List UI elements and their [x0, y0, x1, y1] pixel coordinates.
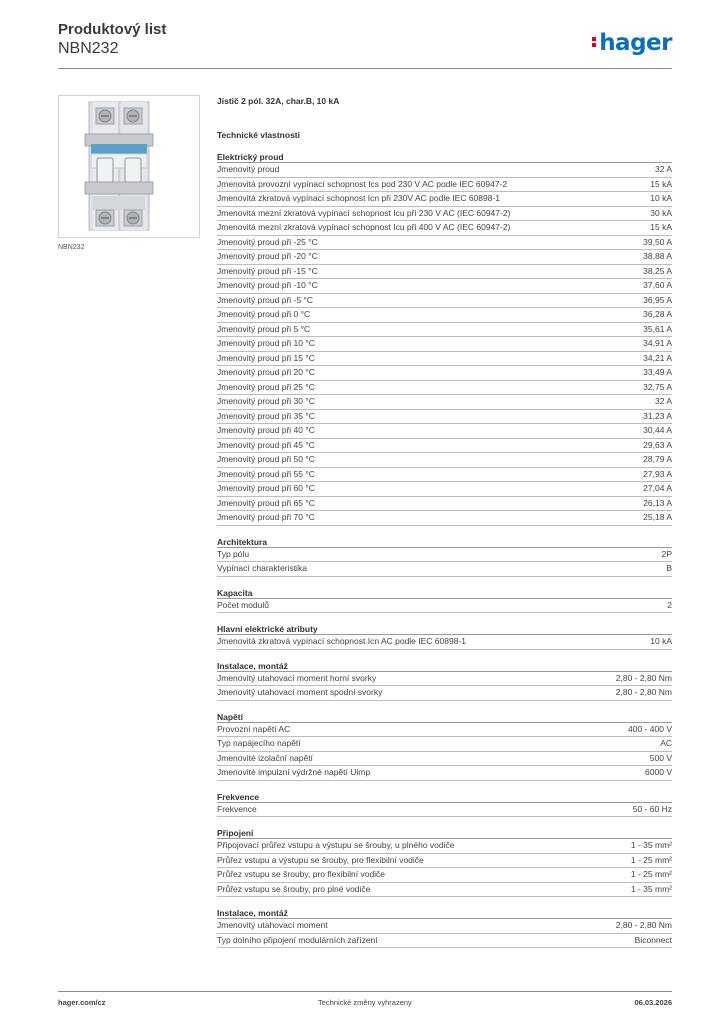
spec-label: Jmenovitý proud při 55 °C [217, 468, 315, 479]
spec-value: 25,18 A [643, 512, 672, 522]
spec-label: Jmenovitý proud při 5 °C [217, 323, 311, 334]
spec-label: Jmenovitý proud při 25 °C [217, 381, 315, 392]
spec-label: Jmenovitý proud při -25 °C [217, 236, 318, 247]
section-title: Napětí [217, 711, 672, 723]
header-divider [58, 68, 672, 69]
section-title: Frekvence [217, 791, 672, 803]
spec-row [217, 294, 672, 309]
spec-row [217, 482, 672, 497]
product-image [58, 95, 200, 238]
spec-value: 15 kA [650, 222, 672, 232]
spec-row [217, 192, 672, 207]
spec-label: Jmenovité izolační napětí [217, 752, 313, 763]
spec-value: 34,91 A [643, 338, 672, 348]
spec-row [217, 207, 672, 222]
spec-value: 10 kA [650, 636, 672, 646]
logo-text: hager [599, 30, 672, 56]
spec-label: Jmenovitý proud při 50 °C [217, 454, 315, 464]
spec-section [217, 827, 672, 897]
spec-value: 35,61 A [643, 323, 672, 334]
spec-label: Průřez vstupu a výstupu se šrouby, pro flexibilní vodiče [217, 854, 424, 865]
spec-row [217, 366, 672, 381]
spec-value: 38,25 A [643, 265, 672, 276]
spec-row [217, 672, 672, 687]
spec-section [217, 711, 672, 781]
section-title: Elektrický proud [217, 151, 672, 163]
spec-label: Jmenovitý proud při 15 °C [217, 352, 315, 363]
section-title: Kapacita [217, 587, 672, 599]
spec-label: Typ pólu [217, 548, 250, 559]
spec-label: Jmenovitý utahovací moment [217, 920, 328, 930]
spec-content [217, 96, 672, 958]
spec-value: 6000 V [645, 767, 672, 777]
spec-row [217, 250, 672, 265]
spec-label: Jmenovitý proud při 65 °C [217, 497, 315, 508]
spec-row [217, 934, 672, 949]
spec-label: Vypínací charakteristika [217, 563, 307, 573]
spec-row [217, 752, 672, 767]
footer-website-link[interactable]: hager.com/cz [58, 998, 106, 1007]
spec-section [217, 587, 672, 614]
spec-row [217, 352, 672, 367]
spec-value: 2 [667, 599, 672, 610]
spec-label: Jmenovitá mezní zkratová vypínací schopnost Icu při 230 V AC (IEC 60947-2) [217, 207, 511, 218]
page-header [58, 20, 672, 70]
spec-label: Počet modulů [217, 599, 269, 610]
section-title: Instalace, montáž [217, 660, 672, 672]
spec-value: 29,63 A [643, 439, 672, 450]
spec-row [217, 723, 672, 738]
spec-row [217, 839, 672, 854]
spec-value: 38,88 A [643, 251, 672, 261]
document-title: Produktový list [58, 21, 167, 38]
spec-row [217, 468, 672, 483]
spec-label: Průřez vstupu se šrouby, pro flexibilní vodiče [217, 869, 386, 879]
footer-date: 06.03.2026 [634, 998, 672, 1007]
spec-row [217, 395, 672, 410]
spec-value: 30 kA [650, 207, 672, 218]
spec-value: 33,49 A [643, 367, 672, 377]
spec-value: 32 A [654, 396, 672, 406]
spec-value: 28,79 A [643, 454, 672, 464]
section-title: Hlavní elektrické atributy [217, 623, 672, 635]
spec-value: 30,44 A [643, 425, 672, 435]
logo-mark-icon [592, 35, 598, 49]
spec-value: 1 - 35 mm² [630, 883, 672, 894]
spec-row [217, 323, 672, 338]
spec-label: Průřez vstupu se šrouby, pro plné vodiče [217, 883, 371, 894]
technical-properties-heading: Technické vlastnosti [217, 130, 300, 140]
spec-value: 2P [661, 548, 672, 559]
spec-value: 36,28 A [643, 309, 672, 319]
spec-label: Jmenovitý proud při 20 °C [217, 367, 315, 377]
spec-label: Jmenovitý proud při 60 °C [217, 483, 315, 493]
spec-label: Jmenovitý utahovací moment spodní svorky [217, 687, 383, 697]
spec-label: Jmenovitá provozní vypínací schopnost Ics pod 230 V AC podle IEC 60947-2 [217, 178, 508, 189]
spec-label: Jmenovitý utahovací moment horní svorky [217, 672, 377, 683]
spec-label: Jmenovitý proud při 10 °C [217, 338, 315, 348]
spec-value: 27,93 A [643, 468, 672, 479]
spec-label: Jmenovitý proud při -10 °C [217, 280, 318, 290]
circuit-breaker-icon [59, 96, 199, 237]
spec-value: B [666, 563, 672, 573]
spec-row [217, 766, 672, 781]
spec-value: 15 kA [650, 178, 672, 189]
spec-value: 39,50 A [643, 236, 672, 247]
spec-value: 36,95 A [643, 294, 672, 305]
product-description: Jistič 2 pól. 32A, char.B, 10 kA [217, 96, 340, 106]
spec-row [217, 381, 672, 396]
spec-label: Provozní napětí AC [217, 723, 291, 734]
spec-value: 50 - 60 Hz [632, 803, 672, 814]
spec-value: 400 - 400 V [628, 723, 672, 734]
spec-value: 32 A [654, 164, 672, 174]
spec-value: 1 - 35 mm² [630, 840, 672, 850]
product-image-caption: NBN232 [58, 244, 85, 251]
spec-label: Jmenovitý proud [217, 164, 280, 174]
spec-label: Typ napájecího napětí [217, 738, 301, 748]
spec-label: Jmenovitý proud při 30 °C [217, 396, 315, 406]
spec-value: 2,80 - 2,80 Nm [615, 672, 672, 683]
spec-label: Připojovací průřez vstupu a výstupu se šrouby, u plného vodiče [217, 840, 455, 850]
spec-value: AC [660, 738, 672, 748]
section-title: Instalace, montáž [217, 907, 672, 919]
spec-value: 1 - 25 mm² [630, 869, 672, 879]
spec-label: Jmenovitá zkratová vypínací schopnost Icn při 230V AC podle IEC 60898-1 [217, 193, 501, 203]
spec-value: 500 V [649, 752, 672, 763]
spec-row [217, 883, 672, 898]
spec-value: 2,80 - 2,80 Nm [615, 920, 672, 930]
spec-value: 10 kA [650, 193, 672, 203]
hager-logo[interactable] [592, 30, 672, 56]
spec-row [217, 548, 672, 563]
spec-row [217, 854, 672, 869]
spec-label: Jmenovitá zkratová vypínací schopnost Icn AC podle IEC 60898-1 [217, 636, 466, 646]
spec-label: Jmenovitý proud při -15 °C [217, 265, 318, 276]
spec-value: 37,60 A [643, 280, 672, 290]
spec-label: Typ dolního připojení modulárních zařízení [217, 934, 378, 945]
spec-row [217, 562, 672, 577]
spec-label: Jmenovitý proud při -5 °C [217, 294, 313, 305]
spec-row [217, 686, 672, 701]
spec-section [217, 791, 672, 818]
spec-row [217, 221, 672, 236]
spec-label: Jmenovitý proud při 35 °C [217, 410, 315, 421]
footer-disclaimer: Technické změny vyhrazeny [318, 998, 412, 1007]
spec-row [217, 453, 672, 468]
spec-label: Frekvence [217, 803, 257, 814]
spec-row [217, 511, 672, 526]
spec-value: 26,13 A [643, 497, 672, 508]
spec-row [217, 803, 672, 818]
spec-row [217, 337, 672, 352]
spec-label: Jmenovitý proud při 0 °C [217, 309, 311, 319]
spec-row [217, 635, 672, 650]
spec-row [217, 868, 672, 883]
section-title: Architektura [217, 536, 672, 548]
spec-row [217, 919, 672, 934]
spec-section [217, 151, 672, 526]
spec-section [217, 623, 672, 650]
spec-row [217, 410, 672, 425]
spec-row [217, 163, 672, 178]
spec-label: Jmenovitý proud při 70 °C [217, 512, 315, 522]
spec-row [217, 308, 672, 323]
spec-row [217, 424, 672, 439]
product-code: NBN232 [58, 40, 119, 57]
spec-value: 32,75 A [643, 381, 672, 392]
spec-value: 34,21 A [643, 352, 672, 363]
spec-row [217, 439, 672, 454]
spec-label: Jmenovitý proud při -20 °C [217, 251, 318, 261]
spec-row [217, 497, 672, 512]
spec-value: 27,04 A [643, 483, 672, 493]
spec-section [217, 907, 672, 948]
spec-value: Biconnect [634, 934, 672, 945]
spec-label: Jmenovitá mezní zkratová vypínací schopnost Icu při 400 V AC (IEC 60947-2) [217, 222, 511, 232]
spec-label: Jmenovitý proud při 45 °C [217, 439, 315, 450]
spec-sections [217, 151, 672, 948]
spec-label: Jmenovitý proud při 40 °C [217, 425, 315, 435]
footer-divider [58, 991, 672, 992]
spec-row [217, 737, 672, 752]
spec-row [217, 236, 672, 251]
spec-section [217, 536, 672, 577]
spec-row [217, 178, 672, 193]
section-title: Připojení [217, 827, 672, 839]
spec-row [217, 265, 672, 280]
spec-value: 31,23 A [643, 410, 672, 421]
spec-row [217, 279, 672, 294]
spec-value: 2,80 - 2,80 Nm [615, 687, 672, 697]
spec-value: 1 - 25 mm² [630, 854, 672, 865]
spec-label: Jmenovité impulzní výdržné napětí Uimp [217, 767, 371, 777]
spec-row [217, 599, 672, 614]
spec-section [217, 660, 672, 701]
